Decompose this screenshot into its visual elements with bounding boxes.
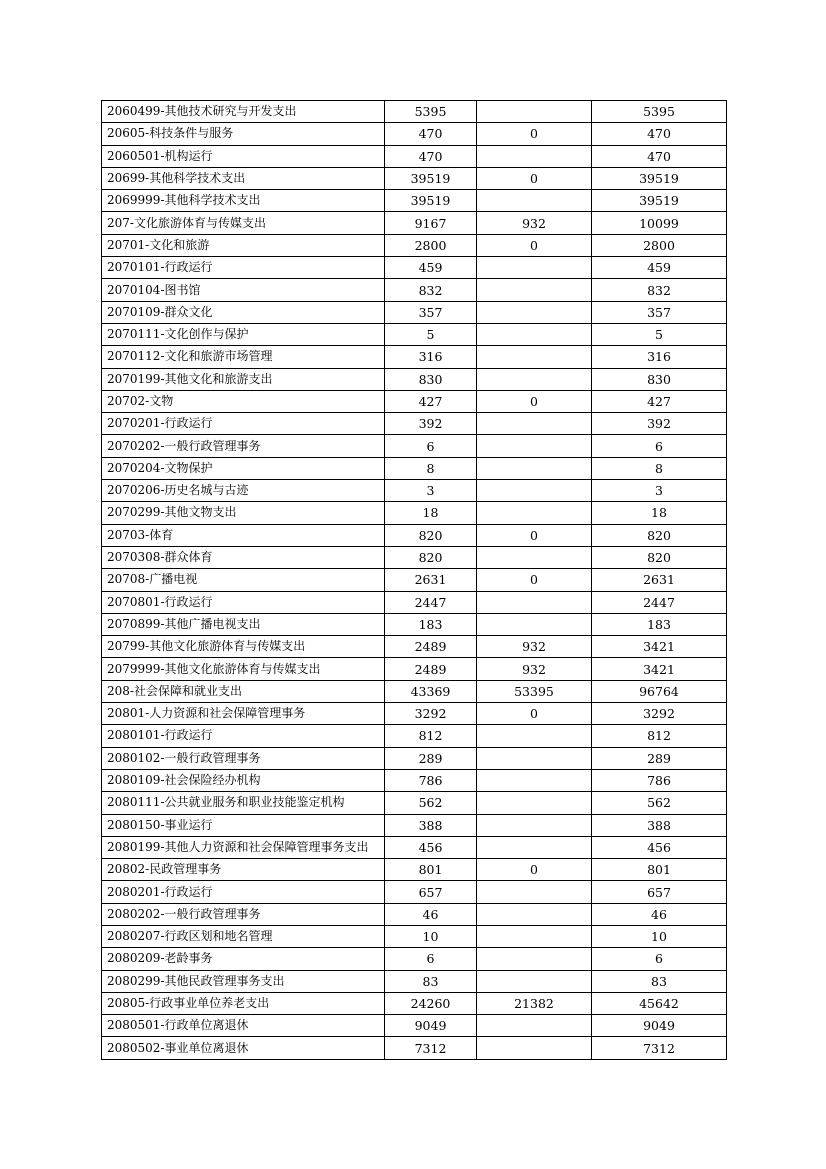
amount-cell-1: 357 [385, 301, 477, 323]
amount-cell-1: 786 [385, 769, 477, 791]
total-cell: 657 [592, 881, 727, 903]
total-cell: 8 [592, 457, 727, 479]
amount-cell-2: 0 [477, 859, 592, 881]
item-name-cell: 2080501-行政单位离退休 [102, 1015, 385, 1037]
amount-cell-1: 7312 [385, 1037, 477, 1059]
table-row [102, 546, 727, 568]
item-name-cell: 20802-民政管理事务 [102, 859, 385, 881]
total-cell: 470 [592, 123, 727, 145]
item-name-cell: 20702-文物 [102, 390, 385, 412]
total-cell: 2800 [592, 234, 727, 256]
amount-cell-2 [477, 435, 592, 457]
amount-cell-2 [477, 925, 592, 947]
total-cell: 18 [592, 502, 727, 524]
item-name-cell: 2080202-一般行政管理事务 [102, 903, 385, 925]
amount-cell-1: 427 [385, 390, 477, 412]
total-cell: 10 [592, 925, 727, 947]
total-cell: 9049 [592, 1015, 727, 1037]
item-name-cell: 2080109-社会保险经办机构 [102, 769, 385, 791]
amount-cell-2 [477, 145, 592, 167]
total-cell: 5395 [592, 101, 727, 123]
amount-cell-1: 657 [385, 881, 477, 903]
amount-cell-1: 3292 [385, 703, 477, 725]
amount-cell-2: 0 [477, 123, 592, 145]
item-name-cell: 2080199-其他人力资源和社会保障管理事务支出 [102, 836, 385, 858]
item-name-cell: 2070899-其他广播电视支出 [102, 613, 385, 635]
item-name-cell: 2070201-行政运行 [102, 413, 385, 435]
amount-cell-1: 43369 [385, 680, 477, 702]
amount-cell-2: 0 [477, 703, 592, 725]
table-row [102, 279, 727, 301]
amount-cell-2: 0 [477, 167, 592, 189]
item-name-cell: 2070101-行政运行 [102, 257, 385, 279]
table-row [102, 992, 727, 1014]
table-row [102, 257, 727, 279]
table-row [102, 457, 727, 479]
table-row [102, 970, 727, 992]
item-name-cell: 20801-人力资源和社会保障管理事务 [102, 703, 385, 725]
amount-cell-2 [477, 257, 592, 279]
amount-cell-2 [477, 546, 592, 568]
total-cell: 786 [592, 769, 727, 791]
item-name-cell: 2070104-图书馆 [102, 279, 385, 301]
total-cell: 388 [592, 814, 727, 836]
table-row [102, 859, 727, 881]
amount-cell-1: 6 [385, 435, 477, 457]
item-name-cell: 20703-体育 [102, 524, 385, 546]
table-row [102, 925, 727, 947]
table-row [102, 703, 727, 725]
table-row [102, 591, 727, 613]
amount-cell-2: 932 [477, 658, 592, 680]
table-row [102, 769, 727, 791]
amount-cell-1: 2800 [385, 234, 477, 256]
total-cell: 820 [592, 546, 727, 568]
total-cell: 5 [592, 323, 727, 345]
table-row [102, 725, 727, 747]
total-cell: 6 [592, 948, 727, 970]
total-cell: 83 [592, 970, 727, 992]
total-cell: 357 [592, 301, 727, 323]
amount-cell-2: 0 [477, 569, 592, 591]
amount-cell-1: 820 [385, 546, 477, 568]
table-row [102, 747, 727, 769]
amount-cell-2: 0 [477, 390, 592, 412]
amount-cell-2 [477, 457, 592, 479]
item-name-cell: 2070202-一般行政管理事务 [102, 435, 385, 457]
total-cell: 801 [592, 859, 727, 881]
item-name-cell: 2070199-其他文化和旅游支出 [102, 368, 385, 390]
amount-cell-2: 0 [477, 234, 592, 256]
amount-cell-2 [477, 792, 592, 814]
amount-cell-1: 24260 [385, 992, 477, 1014]
amount-cell-2: 0 [477, 524, 592, 546]
table-row [102, 413, 727, 435]
table-row [102, 903, 727, 925]
amount-cell-1: 2631 [385, 569, 477, 591]
amount-cell-2 [477, 591, 592, 613]
amount-cell-2 [477, 346, 592, 368]
table-row [102, 814, 727, 836]
table-row [102, 569, 727, 591]
amount-cell-1: 2489 [385, 636, 477, 658]
total-cell: 2447 [592, 591, 727, 613]
total-cell: 830 [592, 368, 727, 390]
item-name-cell: 2060499-其他技术研究与开发支出 [102, 101, 385, 123]
table-row [102, 502, 727, 524]
amount-cell-2 [477, 413, 592, 435]
item-name-cell: 2080299-其他民政管理事务支出 [102, 970, 385, 992]
item-name-cell: 2069999-其他科学技术支出 [102, 190, 385, 212]
amount-cell-1: 801 [385, 859, 477, 881]
amount-cell-1: 3 [385, 480, 477, 502]
amount-cell-1: 832 [385, 279, 477, 301]
amount-cell-1: 2489 [385, 658, 477, 680]
total-cell: 46 [592, 903, 727, 925]
table-row [102, 301, 727, 323]
item-name-cell: 2070109-群众文化 [102, 301, 385, 323]
amount-cell-1: 289 [385, 747, 477, 769]
amount-cell-2 [477, 769, 592, 791]
item-name-cell: 208-社会保障和就业支出 [102, 680, 385, 702]
amount-cell-2 [477, 323, 592, 345]
item-name-cell: 20799-其他文化旅游体育与传媒支出 [102, 636, 385, 658]
item-name-cell: 2080111-公共就业服务和职业技能鉴定机构 [102, 792, 385, 814]
item-name-cell: 2080201-行政运行 [102, 881, 385, 903]
amount-cell-1: 830 [385, 368, 477, 390]
table-row [102, 212, 727, 234]
amount-cell-1: 9167 [385, 212, 477, 234]
table-row [102, 346, 727, 368]
table-row [102, 368, 727, 390]
item-name-cell: 20805-行政事业单位养老支出 [102, 992, 385, 1014]
total-cell: 470 [592, 145, 727, 167]
total-cell: 45642 [592, 992, 727, 1014]
table-row [102, 1015, 727, 1037]
table-row [102, 190, 727, 212]
amount-cell-1: 18 [385, 502, 477, 524]
amount-cell-1: 388 [385, 814, 477, 836]
amount-cell-2: 21382 [477, 992, 592, 1014]
amount-cell-1: 2447 [385, 591, 477, 613]
amount-cell-2: 932 [477, 212, 592, 234]
total-cell: 3421 [592, 636, 727, 658]
amount-cell-2 [477, 480, 592, 502]
table-row [102, 145, 727, 167]
total-cell: 459 [592, 257, 727, 279]
item-name-cell: 2070801-行政运行 [102, 591, 385, 613]
total-cell: 2631 [592, 569, 727, 591]
amount-cell-2 [477, 725, 592, 747]
item-name-cell: 2070299-其他文物支出 [102, 502, 385, 524]
table-row [102, 435, 727, 457]
item-name-cell: 2080502-事业单位离退休 [102, 1037, 385, 1059]
item-name-cell: 20605-科技条件与服务 [102, 123, 385, 145]
table-row [102, 323, 727, 345]
budget-table [101, 100, 727, 1060]
amount-cell-2 [477, 1037, 592, 1059]
amount-cell-2: 932 [477, 636, 592, 658]
amount-cell-2: 53395 [477, 680, 592, 702]
total-cell: 456 [592, 836, 727, 858]
table-row [102, 613, 727, 635]
item-name-cell: 2080101-行政运行 [102, 725, 385, 747]
amount-cell-2 [477, 190, 592, 212]
amount-cell-1: 456 [385, 836, 477, 858]
amount-cell-1: 10 [385, 925, 477, 947]
amount-cell-2 [477, 1015, 592, 1037]
total-cell: 39519 [592, 167, 727, 189]
item-name-cell: 20701-文化和旅游 [102, 234, 385, 256]
total-cell: 6 [592, 435, 727, 457]
total-cell: 7312 [592, 1037, 727, 1059]
budget-table-body [102, 101, 727, 1060]
table-row [102, 680, 727, 702]
amount-cell-1: 8 [385, 457, 477, 479]
total-cell: 3 [592, 480, 727, 502]
amount-cell-2 [477, 881, 592, 903]
item-name-cell: 2070308-群众体育 [102, 546, 385, 568]
amount-cell-1: 812 [385, 725, 477, 747]
item-name-cell: 2070111-文化创作与保护 [102, 323, 385, 345]
amount-cell-2 [477, 814, 592, 836]
total-cell: 812 [592, 725, 727, 747]
item-name-cell: 2070112-文化和旅游市场管理 [102, 346, 385, 368]
total-cell: 562 [592, 792, 727, 814]
amount-cell-1: 6 [385, 948, 477, 970]
item-name-cell: 2080209-老龄事务 [102, 948, 385, 970]
table-row [102, 881, 727, 903]
amount-cell-2 [477, 279, 592, 301]
total-cell: 10099 [592, 212, 727, 234]
total-cell: 316 [592, 346, 727, 368]
table-row [102, 836, 727, 858]
total-cell: 39519 [592, 190, 727, 212]
item-name-cell: 2070204-文物保护 [102, 457, 385, 479]
amount-cell-2 [477, 502, 592, 524]
total-cell: 3292 [592, 703, 727, 725]
total-cell: 3421 [592, 658, 727, 680]
amount-cell-1: 470 [385, 145, 477, 167]
table-row [102, 167, 727, 189]
amount-cell-1: 392 [385, 413, 477, 435]
table-row [102, 101, 727, 123]
amount-cell-2 [477, 613, 592, 635]
item-name-cell: 20708-广播电视 [102, 569, 385, 591]
table-row [102, 658, 727, 680]
amount-cell-2 [477, 970, 592, 992]
item-name-cell: 2070206-历史名城与古迹 [102, 480, 385, 502]
table-row [102, 234, 727, 256]
amount-cell-1: 39519 [385, 190, 477, 212]
amount-cell-2 [477, 903, 592, 925]
amount-cell-1: 316 [385, 346, 477, 368]
amount-cell-2 [477, 836, 592, 858]
table-row [102, 390, 727, 412]
amount-cell-2 [477, 368, 592, 390]
total-cell: 183 [592, 613, 727, 635]
total-cell: 289 [592, 747, 727, 769]
amount-cell-1: 9049 [385, 1015, 477, 1037]
amount-cell-1: 46 [385, 903, 477, 925]
amount-cell-2 [477, 301, 592, 323]
total-cell: 392 [592, 413, 727, 435]
table-row [102, 524, 727, 546]
amount-cell-1: 470 [385, 123, 477, 145]
amount-cell-2 [477, 101, 592, 123]
total-cell: 832 [592, 279, 727, 301]
total-cell: 820 [592, 524, 727, 546]
item-name-cell: 207-文化旅游体育与传媒支出 [102, 212, 385, 234]
total-cell: 427 [592, 390, 727, 412]
table-row [102, 948, 727, 970]
table-row [102, 792, 727, 814]
table-row [102, 123, 727, 145]
amount-cell-2 [477, 747, 592, 769]
item-name-cell: 2080150-事业运行 [102, 814, 385, 836]
amount-cell-1: 5 [385, 323, 477, 345]
table-row [102, 480, 727, 502]
amount-cell-1: 820 [385, 524, 477, 546]
table-row [102, 1037, 727, 1059]
amount-cell-1: 39519 [385, 167, 477, 189]
amount-cell-2 [477, 948, 592, 970]
item-name-cell: 2060501-机构运行 [102, 145, 385, 167]
item-name-cell: 2080102-一般行政管理事务 [102, 747, 385, 769]
item-name-cell: 2079999-其他文化旅游体育与传媒支出 [102, 658, 385, 680]
amount-cell-1: 83 [385, 970, 477, 992]
amount-cell-1: 5395 [385, 101, 477, 123]
amount-cell-1: 459 [385, 257, 477, 279]
total-cell: 96764 [592, 680, 727, 702]
amount-cell-1: 562 [385, 792, 477, 814]
table-row [102, 636, 727, 658]
amount-cell-1: 183 [385, 613, 477, 635]
item-name-cell: 20699-其他科学技术支出 [102, 167, 385, 189]
item-name-cell: 2080207-行政区划和地名管理 [102, 925, 385, 947]
